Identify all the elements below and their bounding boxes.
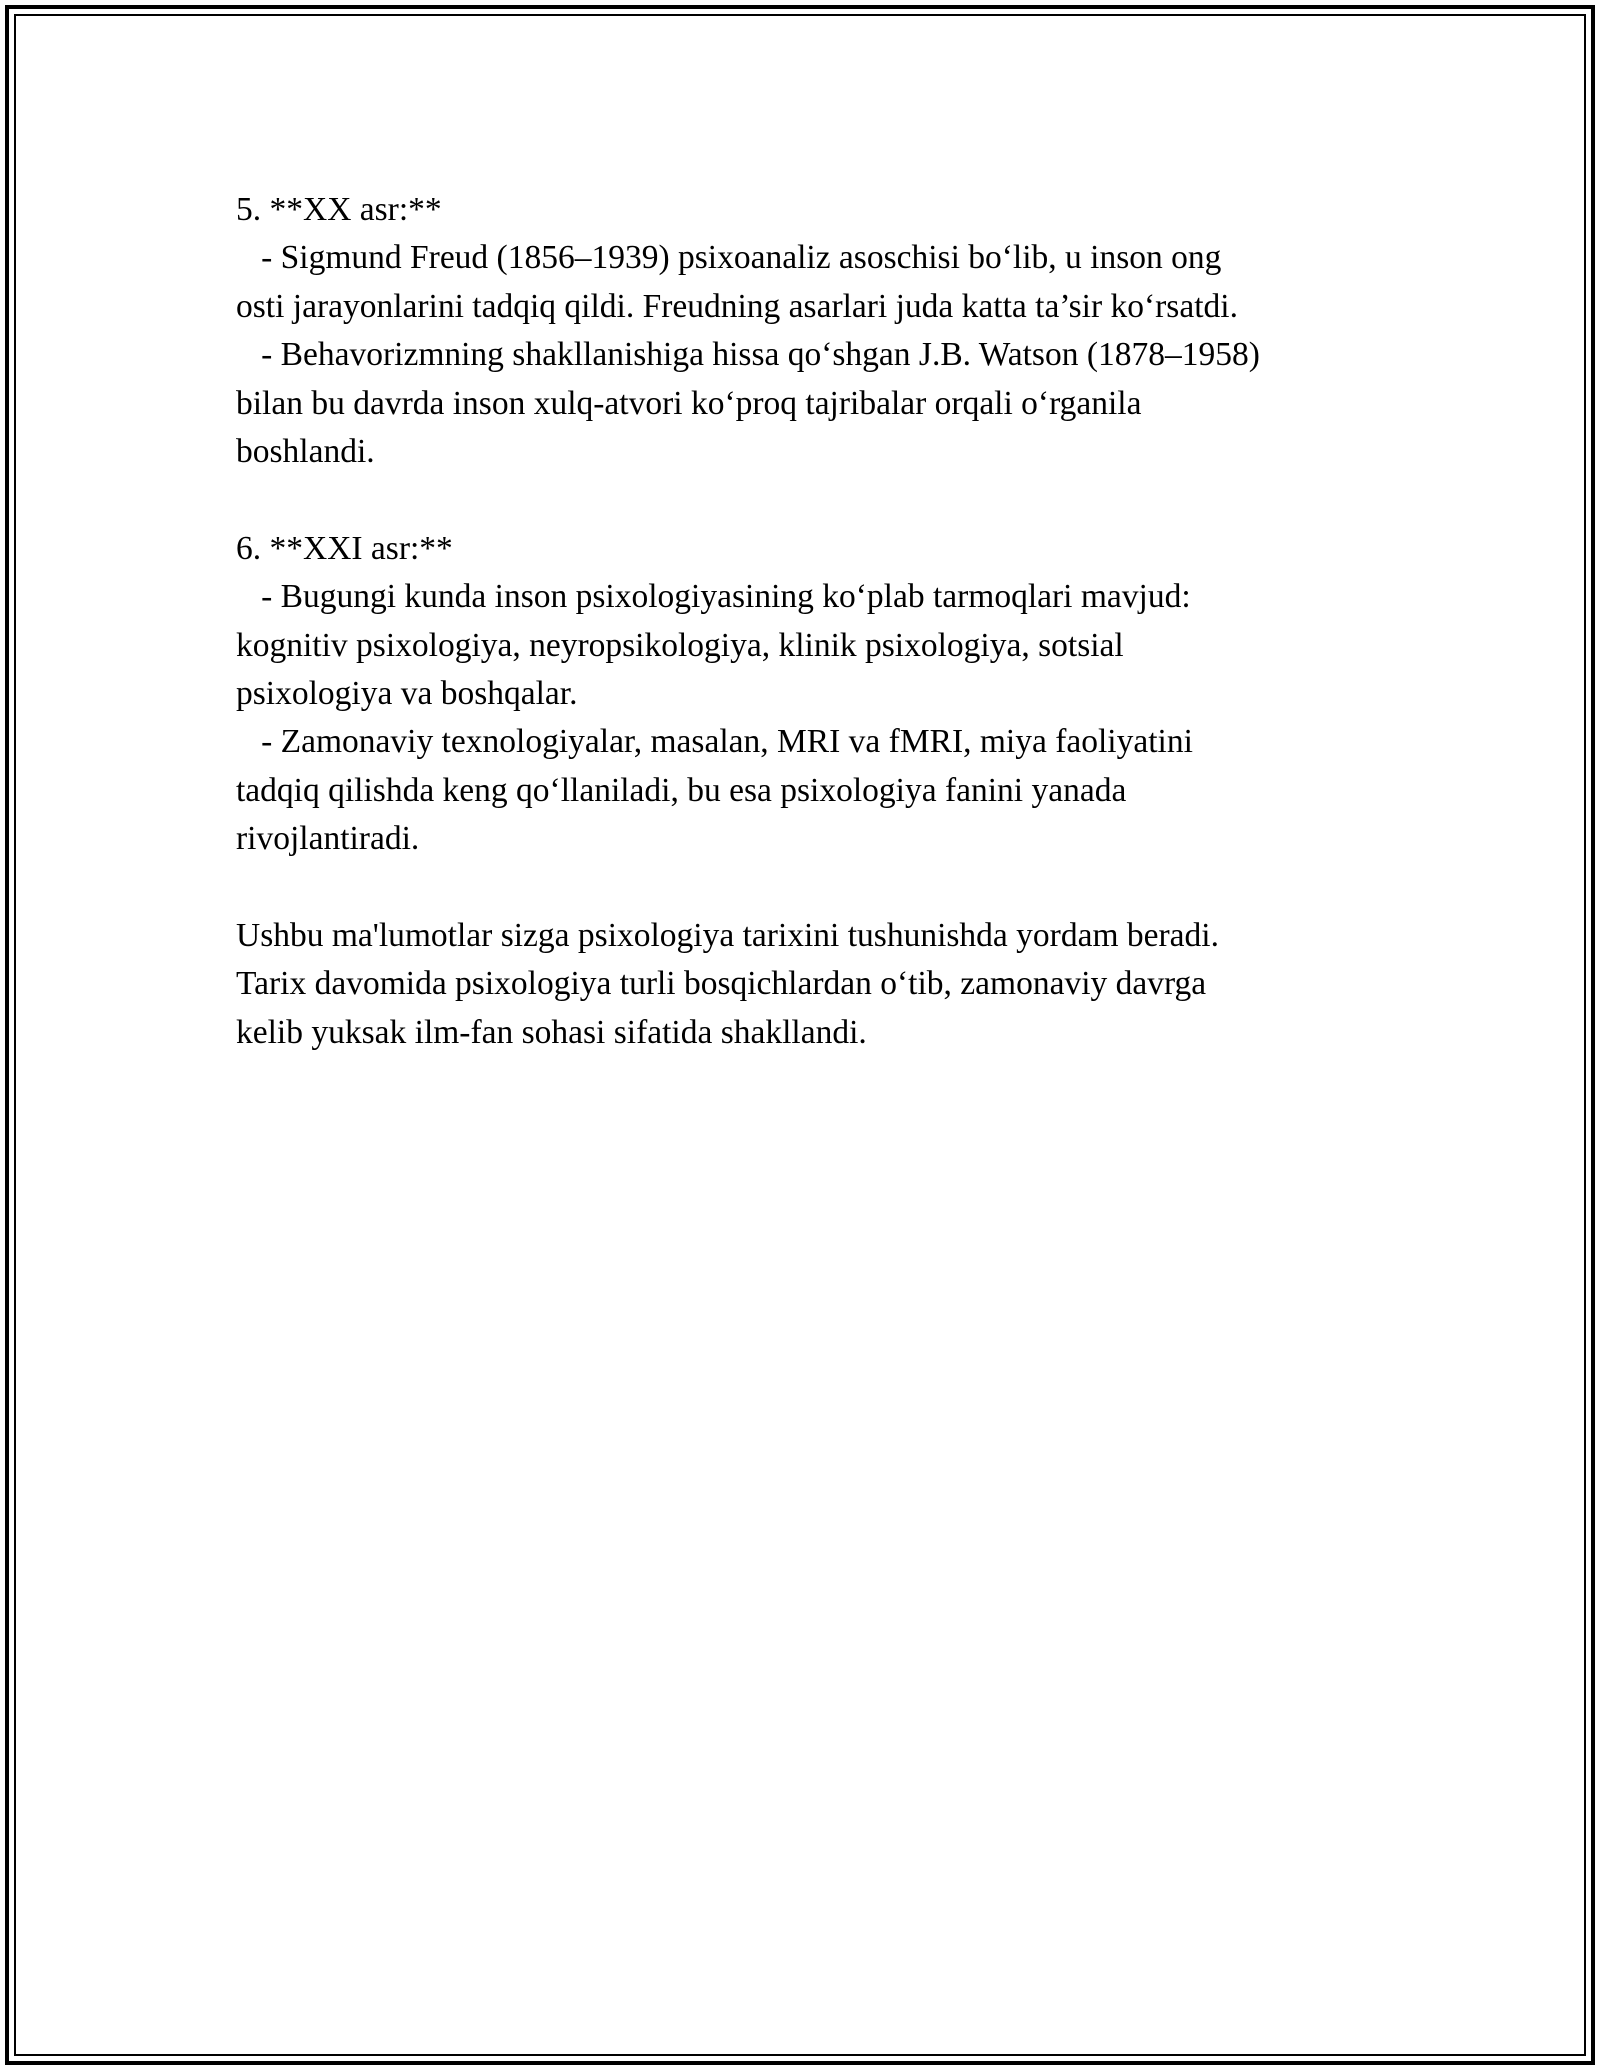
text-line: kognitiv psixologiya, neyropsikologiya, klinik psixologiya, sotsial	[236, 626, 1124, 664]
text-line: boshlandi.	[236, 432, 375, 470]
section-xx-century	[236, 186, 1366, 476]
text-line: rivojlantiradi.	[236, 820, 420, 858]
text-line: - Bugungi kunda inson psixologiyasining ko‘plab tarmoqlari mavjud:	[236, 578, 1191, 616]
text-line: kelib yuksak ilm-fan sohasi sifatida shakllandi.	[236, 1013, 867, 1051]
text-line: Ushbu ma'lumotlar sizga psixologiya tarixini tushunishda yordam beradi.	[236, 916, 1219, 954]
text-line: osti jarayonlarini tadqiq qildi. Freudning asarlari juda katta ta’sir ko‘rsatdi.	[236, 287, 1238, 325]
text-line: - Zamonaviy texnologiyalar, masalan, MRI va fMRI, miya faoliyatini	[236, 723, 1193, 761]
section-heading: 6. **XXI asr:**	[236, 529, 453, 567]
section-xxi-century	[236, 525, 1366, 864]
bullet-watson	[236, 331, 1366, 476]
text-line: - Sigmund Freud (1856–1939) psixoanaliz asoschisi bo‘lib, u inson ong	[236, 239, 1222, 277]
document-body	[236, 186, 1366, 1057]
text-line: bilan bu davrda inson xulq-atvori ko‘proq tajribalar orqali o‘rganila	[236, 384, 1142, 422]
text-line: - Behavorizmning shakllanishiga hissa qo‘shgan J.B. Watson (1878–1958)	[236, 336, 1260, 374]
bullet-technologies	[236, 718, 1366, 863]
section-heading: 5. **XX asr:**	[236, 191, 442, 228]
text-line: tadqiq qilishda keng qo‘llaniladi, bu esa psixologiya fanini yanada	[236, 771, 1127, 809]
bullet-freud	[236, 234, 1366, 331]
text-line: Tarix davomida psixologiya turli bosqichlardan o‘tib, zamonaviy davrga	[236, 965, 1207, 1003]
text-line: psixologiya va boshqalar.	[236, 674, 578, 712]
paragraph-spacer	[236, 476, 1366, 524]
bullet-branches	[236, 573, 1366, 718]
paragraph-spacer	[236, 863, 1366, 911]
conclusion-paragraph	[236, 912, 1366, 1057]
